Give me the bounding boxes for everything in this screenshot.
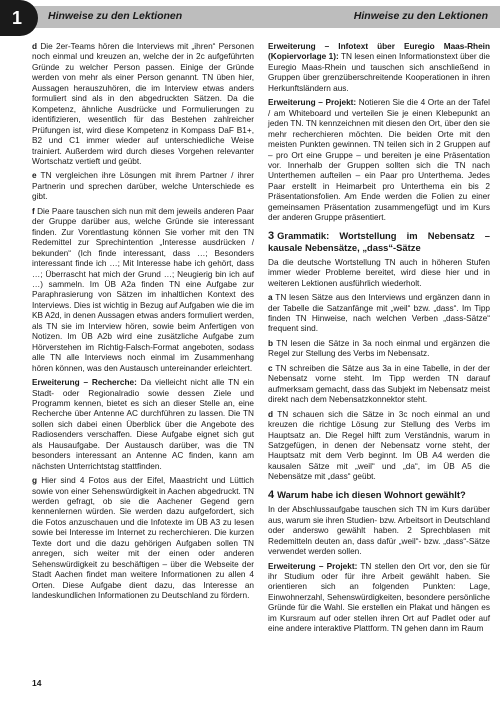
section-4-intro: In der Abschlussaufgabe tauschen sich TN im Kurs darüber aus, warum sie ihren Studien- bzw. Arbeitsort in Deutschland oder anderswo gewählt haben. 2 Sprechblasen mit Redemitteln deuten an, dass dafür „weil“- bzw. „dass“-Sätze verwendet werden sollen. — [268, 505, 490, 557]
chapter-badge: 1 — [0, 0, 38, 36]
paragraph-erweiterung-projekt: Erweiterung – Projekt: Notieren Sie die 4 Orte an der Tafel / am Whiteboard und verteilen Sie je einen Klebepunkt an jeden TN. TN kennzeichnen mit diesen den Ort, über den sie mehr recherchieren möchten. Die beiden Orte mit den meisten Punkten gewinnen. TN teilen sich in 2 Gruppen auf – pro Ort eine Gruppe – und bereiten je eine Präsentation vor. Innerhalb der Gruppen sollten sich die TN nach Unterthemen aufteilen – ein Paar pro Unterthema. Jedes Paar erstellt in Heimarbeit pro Unterthema ein bis 2 Präsentationsfolien. Am Ende werden die Folien zu einer gemeinsamen Präsentation zusammengefügt und im Kurs der anderen Gruppe präsentiert. — [268, 98, 490, 223]
section-3-d: d TN schauen sich die Sätze in 3c noch einmal an und kreuzen die richtige Lösung zur Stellung des Verbs im Hauptsatz an. Die Regel hilft zum Verständnis, warum in Satzgefügen, in denen der Nebensatz vorne steht, der Hauptsatz mit dem Verb beginnt. Im ÜB A4 werden die kausalen Sätze mit „weil“ und „da“, im ÜB A5 die Nebensätze mit „dass“ geübt. — [268, 409, 490, 482]
section-3-intro: Da die deutsche Wortstellung TN auch in höheren Stufen immer wieder Probleme bereitet, wird diese hier und in weiteren Lektionen ausführlich wiederholt. — [268, 257, 490, 288]
section-4-heading: 4 Warum habe ich diesen Wohnort gewählt? — [268, 488, 466, 501]
section-3-b: b TN lesen die Sätze in 3a noch einmal und ergänzen die Regel zur Stellung des Verbs im Nebensatz. — [268, 338, 490, 359]
header-title-left: Hinweise zu den Lektionen — [48, 10, 183, 22]
left-column — [32, 42, 254, 606]
header-title-right: Hinweise zu den Lektionen — [353, 10, 488, 22]
paragraph-d: d Die 2er-Teams hören die Interviews mit „ihren“ Personen noch einmal und kreuzen an, welche der in 2c aufgeführten Gründe zu welcher Person passen. Einige der Gründe werden von mehr als einer Person genannt. TN üben hier, Aussagen herauszuhören, die im Interview etwas anders formuliert sind als in den abgedruckten Sätzen. Da die Kompetenz, ähnliche Ausdrücke und Formulierungen zu identifizieren, wesentlich für das Bestehen zahlreicher Prüfungen ist, wird diese Kompetenz in Kompass DaF B1+, B2 und C1 immer wieder auf unterschiedliche Weise trainiert. Außerdem wird durch dieses Vorgehen relevanter Wortschatz vertieft und geübt. — [32, 42, 254, 166]
paragraph-e: e TN vergleichen ihre Lösungen mit ihrem Partner / ihrer Partnerin und sprechen darüber, welche Unterschiede es gibt. — [32, 171, 254, 202]
page-number: 14 — [32, 678, 42, 688]
section-4-erweiterung-projekt: Erweiterung – Projekt: TN stellen den Ort vor, den sie für ihr Studium oder für ihre Arbeit gewählt haben. Sie orientieren sich an folgenden Punkten: Lage, Einwohnerzahl, Sehenswürdigkeiten, besondere persönliche Gründe für die Wahl. Sie erstellen ein Plakat und hängen es im Kursraum auf oder stellen ihren Ort auf Padlet oder auf eine andere interaktive Plattform. TN gehen dann im Raum — [268, 561, 490, 634]
paragraph-erweiterung-infotext: Erweiterung – Infotext über Euregio Maas-Rhein (Kopiervorlage 1): TN lesen einen Informationstext über die Euregio Maas-Rhein und tauschen sich anschließend in Gruppen über grenzüberschreitende Kooperationen in ihren Herkunftsländern aus. — [268, 42, 490, 93]
section-3-heading: 3 Grammatik: Wortstellung im Nebensatz – kausale Nebensätze, „dass“-Sätze — [268, 229, 490, 254]
section-3-c: c TN schreiben die Sätze aus 3a in eine Tabelle, in der der Nebensatz vorne steht. Im Tipp werden TN darauf aufmerksam gemacht, dass das Subjekt im Nebensatz meist direkt nach dem Nebensatzkonnektor steht. — [268, 363, 490, 405]
section-3-a: a TN lesen Sätze aus den Interviews und ergänzen dann in der Tabelle die Satzanfänge mit „weil“ bzw. „dass“. Im Tipp finden TN Hinweise, nach welchen Verben „dass-Sätze“ frequent sind. — [268, 293, 490, 334]
page-header — [0, 0, 500, 36]
paragraph-erweiterung-recherche: Erweiterung – Recherche: Da vielleicht nicht alle TN ein Stadt- oder Regionalradio sowie dessen Ziele und Programm kennen, bietet es sich an dieser Stelle an, eine Recherche über Antenne AC durchführen zu lassen. Die TN sollen sich dabei einen Überblick über die Angebote des Radiosenders verschaffen. Diese Aufgabe eignet sich gut als Hausaufgabe. Der Austausch darüber, was die TN besonders interessant an Antenne AC finden, kann am nächsten Unterrichtstag stattfinden. — [32, 378, 254, 471]
paragraph-f: f Die Paare tauschen sich nun mit dem jeweils anderen Paar der Gruppe darüber aus, welche Gründe sie interessant finden. Zur Vorentlastung können Sie vorher mit den TN Redemittel zur Sprechintention „Interesse ausdrücken / bekunden“ (Ich finde interessant, dass …; Besonders interessant finde ich …; Mit Interesse habe ich gehört, dass …; Überrascht hat mich der Grund …; Neugierig bin ich auf …) sammeln. Im ÜB A2a finden TN eine Aufgabe zur Paraphrasierung von Sätzen im inhaltlichen Kontext des Interviews. Dies ist wichtig in Bezug auf Aufgaben wie die im KB A2d, in denen Aussagen etwas anders formuliert werden, als TN sie im Interview hören, sowie beim Anfertigen von Notizen. Im ÜB A2b wird eine zusätzliche Aufgabe zum Hörverstehen im Richtig-Falsch-Format angeboten, sodass alle TN alle Interviews noch einmal im Zusammenhang hören können, was den Austausch untereinander erleichtert. — [32, 206, 254, 373]
paragraph-g: g Hier sind 4 Fotos aus der Eifel, Maastricht und Lüttich sowie von einer Sehenswürdigkeit in Aachen abgedruckt. TN werden gefragt, ob sie die Aachener Gegend gern kennenlernen würden. Sie werden dazu aufgefordert, sich die Fotos anzuschauen und die Infotexte im ÜB A3 zu lesen sowie bei Interesse im Internet zu recherchieren. Die kurzen Texte dort und die dazu gehörigen Aufgaben sollen TN anregen, sich weiter mit der einen oder anderen Sehenswürdigkeit zu beschäftigen – über die Webseite der Stadt Aachen findet man weitere Informationen zu allen 4 Orten. Diese Aufgabe dient dazu, das Interesse an landeskundlichen Informationen zu Deutschland zu fördern. — [32, 476, 254, 601]
right-column — [268, 42, 490, 639]
